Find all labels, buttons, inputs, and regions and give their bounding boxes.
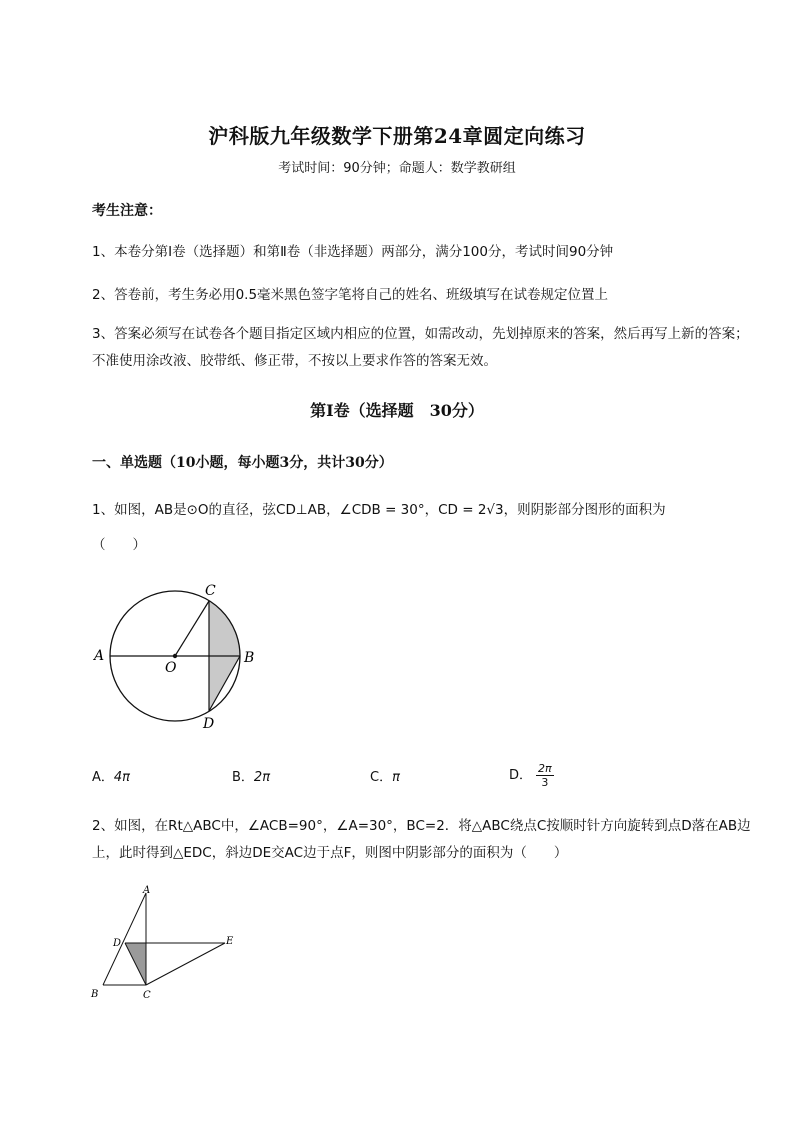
option-a-label: A．	[92, 770, 114, 785]
label-d: D	[113, 938, 122, 949]
option-d-fraction	[536, 762, 554, 789]
question-1-answer-paren: （ ）	[92, 537, 146, 553]
question-1-text: 1、如图，AB是⊙O的直径，弦CD⊥AB，∠CDB = 30°，CD = 2√3，则阴影部分图形的面积为	[92, 502, 666, 518]
label-c: C	[205, 583, 216, 599]
section-title: 第I卷（选择题 30分）	[310, 401, 484, 420]
option-a-value: 4π	[113, 770, 131, 785]
option-b-value: 2π	[253, 770, 271, 785]
option-a[interactable]	[92, 766, 130, 785]
option-b-label: B．	[232, 770, 254, 785]
option-d-denominator: 3	[541, 776, 549, 789]
exam-info: 考试时间：90分钟；命题人：数学教研组	[278, 161, 516, 176]
question-1-figure	[88, 578, 268, 738]
notice-heading: 考生注意：	[92, 203, 162, 219]
label-a: A	[94, 648, 105, 664]
notice-item-3: 3、答案必须写在试卷各个题目指定区域内相应的位置，如需改动，先划掉原来的答案，然后再写上新的答案；不准使用涂改液、胶带纸、修正带，不按以上要求作答的答案无效。	[92, 326, 749, 369]
shaded-region-upper	[209, 601, 240, 656]
notice-item-2: 2、答卷前，考生务必用0.5毫米黑色签字笔将自己的姓名、班级填写在试卷规定位置上	[92, 287, 609, 303]
label-o: O	[165, 660, 177, 676]
question-2-text: 2、如图，在Rt△ABC中，∠ACB=90°，∠A=30°，BC=2．将△ABC绕点C按顺时针方向旋转到点D落在AB边上，此时得到△EDC，斜边DE交AC边于点F，则图中阴影部分的面积为（ ）	[92, 818, 751, 861]
side-ec	[146, 943, 225, 985]
notice-item-1: 1、本卷分第I卷（选择题）和第Ⅱ卷（非选择题）两部分，满分100分，考试时间90分钟	[92, 244, 614, 260]
center-point	[173, 654, 177, 658]
part-heading: 一、单选题（10小题，每小题3分，共计30分）	[92, 455, 393, 471]
option-c-value: π	[392, 770, 400, 785]
label-e: E	[226, 936, 234, 947]
option-d-label: D．	[509, 768, 533, 783]
option-b[interactable]	[232, 766, 270, 785]
question-2-figure	[88, 885, 248, 1005]
page-title: 沪科版九年级数学下册第24章圆定向练习	[208, 124, 586, 148]
option-c[interactable]	[370, 766, 400, 785]
option-d-numerator: 2π	[538, 762, 552, 775]
segment-oc	[175, 601, 209, 656]
label-d: D	[203, 716, 215, 732]
label-b: B	[244, 650, 255, 666]
label-b: B	[91, 989, 99, 1000]
option-d[interactable]	[509, 762, 554, 789]
option-c-label: C．	[370, 770, 393, 785]
label-c: C	[143, 990, 151, 1001]
label-a: A	[143, 885, 151, 896]
